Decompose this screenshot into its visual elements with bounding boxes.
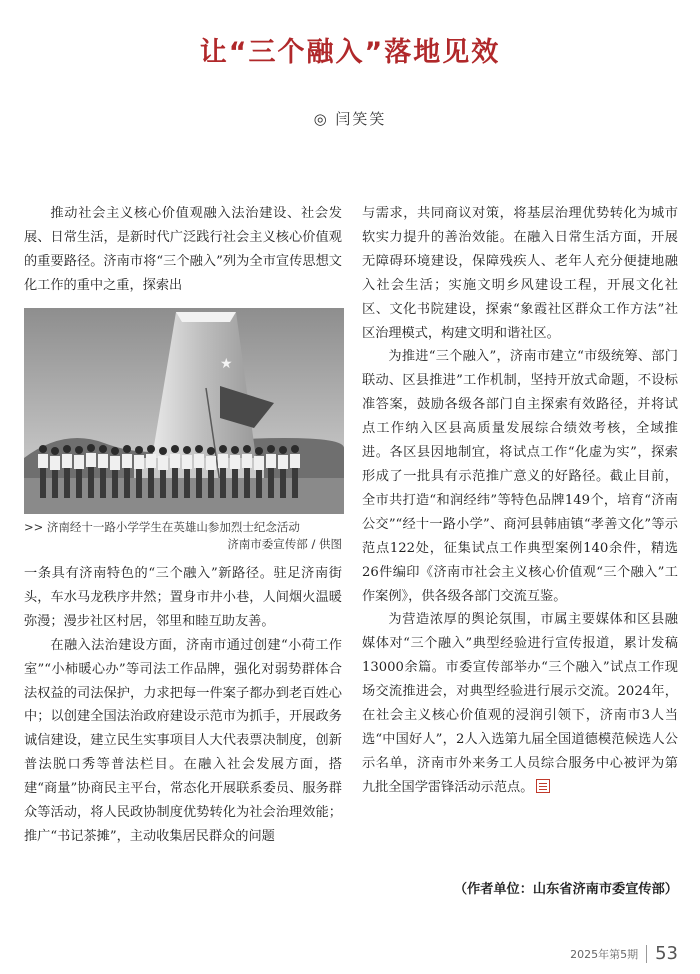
left-column-top	[24, 202, 342, 298]
article-end-icon	[536, 779, 550, 793]
paragraph: 为推进“三个融入”，济南市建立“市级统筹、部门联动、区县推进”工作机制，坚持开放式命题，不设标准答案，鼓励各级各部门自主探索有效路径，并将试点工作纳入区县高质量发展综合绩效考核，全域推进。各区县因地制宜，将试点工作“化虚为实”，探索形成了一批具有示范推广意义的好路径。截止目前，全市共打造“和润经纬”等特色品牌149个，培育“济南公交”“经十一路小学”、商河县韩庙镇“孝善文化”等示范点122处，征集试点工作典型案例140余件，精选26件编印《济南市社会主义核心价值观“三个融入”工作案例》，供各级各部门交流互鉴。	[362, 349, 678, 604]
paragraph: 在融入法治建设方面，济南市通过创建“小荷工作室”“小柿暖心办”等司法工作品牌，强化对弱势群体合法权益的司法保护，力求把每一件案子都办到老百姓心中；以创建全国法治政府建设示范市为抓手，开展政务诚信建设，建立民生实事项目人大代表票决制度，创新普法脱口秀等普法栏目。在融入社会发展方面，搭建“商量”协商民主平台，常态化开展联系委员、服务群众等活动，将人民政协制度优势转化为社会治理效能；推广“书记茶摊”，主动收集居民群众的问题	[24, 637, 342, 844]
article-photo	[24, 308, 344, 514]
paragraph-last	[362, 608, 678, 799]
photo-caption	[24, 519, 342, 553]
page-number: 53	[655, 943, 678, 964]
left-column-bottom	[24, 562, 342, 849]
article-title: 让“三个融入”落地见效	[199, 37, 501, 68]
footer-divider	[646, 945, 647, 963]
right-column	[362, 202, 678, 800]
page-footer	[570, 943, 678, 964]
paragraph: 与需求，共同商议对策，将基层治理优势转化为城市软实力提升的善治效能。在融入日常生活方面，开展无障碍环境建设，保障残疾人、老年人充分便捷地融入社会生活；实施文明乡风建设工程，开展文化社区、文化书院建设，探索“象霞社区群众工作方法”社区治理模式，构建文明和谐社区。	[362, 206, 678, 341]
monument-photo-illustration	[24, 308, 344, 514]
paragraph-text: 为营造浓厚的舆论氛围，市属主要媒体和区县融媒体对“三个融入”典型经验进行宣传报道，累计发稿13000余篇。市委宣传部举办“三个融入”试点工作现场交流推进会，对典型经验进行展示交流。2024年，在社会主义核心价值观的浸润引领下，济南市3人当选“中国好人”，2人入选第九届全国道德模范候选人公示名单，济南市外来务工人员综合服务中心被评为第九批全国学雷锋活动示范点。	[362, 612, 678, 795]
photo-credit: 济南市委宣传部 / 供图	[227, 537, 342, 551]
paragraph: 一条具有济南特色的“三个融入”新路径。驻足济南街头，车水马龙秩序井然；置身市井小巷，人间烟火温暖弥漫；漫步社区村居，邻里和睦互助友善。	[24, 566, 342, 629]
article-author: ◎ 闫笑笑	[313, 110, 387, 128]
paragraph: 推动社会主义核心价值观融入法治建设、社会发展、日常生活，是新时代广泛践行社会主义核心价值观的重要路径。济南市将“三个融入”列为全市宣传思想文化工作的重中之重，探索出	[24, 206, 342, 293]
issue-label: 2025年第5期	[570, 947, 639, 961]
author-affiliation: （作者单位：山东省济南市委宣传部）	[453, 882, 678, 897]
svg-text:★: ★	[220, 356, 233, 372]
photo-caption-text: >> 济南经十一路小学学生在英雄山参加烈士纪念活动	[24, 520, 300, 534]
